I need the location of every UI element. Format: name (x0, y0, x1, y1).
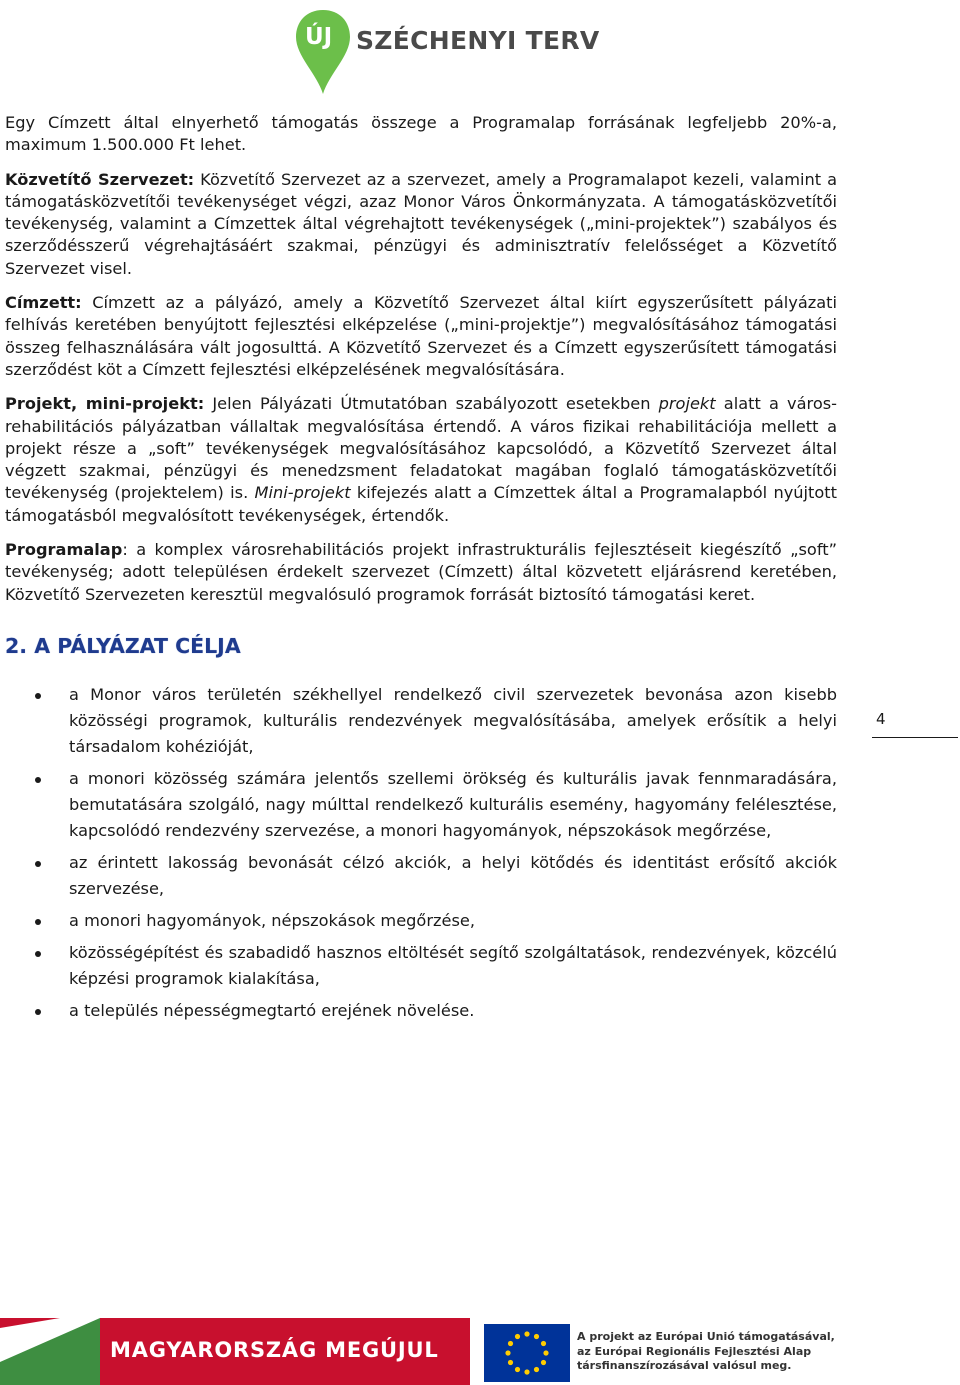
bullet-icon (35, 861, 41, 867)
italic-mini-projekt: Mini-projekt (254, 483, 351, 503)
document-body (5, 112, 837, 1030)
section-heading: 2. A PÁLYÁZAT CÉLJA (5, 633, 241, 658)
definition-project-b: alatt a város-rehabilitációs pályázatban vállaltak megvalósítása értendő. A város fizikai rehabilitációja mellett a projekt része a „soft” tevékenységek megvalósításához kapcsolódó, a Közvetítő Szervezet által végzett szakmai, pénzügyi és menedzsment feladatokat magában foglaló támogatásközvetítői tevékenység (projektelem) is. (5, 394, 838, 503)
list-item: az érintett lakosság bevonását célzó akciók, a helyi kötődés és identitást erősítő akciók szervezése, (5, 850, 837, 902)
paragraph-amount: Egy Címzett által elnyerhető támogatás összege a Programalap forrásának legfeljebb 20%-a, maximum 1.500.000 Ft lehet. (5, 113, 837, 155)
bullet-icon (35, 919, 41, 925)
page-number: 4 (876, 710, 886, 728)
logo-badge-text: ÚJ (305, 24, 333, 50)
list-item: a monori hagyományok, népszokások megőrzése, (5, 908, 837, 934)
footer-banner (0, 1318, 470, 1385)
goals-list (5, 682, 837, 1024)
bullet-icon (35, 693, 41, 699)
term-project: Projekt, mini-projekt: (5, 394, 205, 414)
eu-flag-icon (484, 1324, 570, 1382)
definition-recipient: Címzett az a pályázó, amely a Közvetítő Szervezet által kiírt egyszerűsített pályázati felhívás keretében benyújtott fejlesztési elképzelése („mini-projektje”) megvalósításához támogatási összeg felhasználására vált jogosulttá. A Közvetítő Szervezet és a Címzett egyszerűsített támogatási szerződést köt a Címzett fejlesztési elképzelésének megvalósítására. (5, 293, 837, 379)
term-programalap: Programalap (5, 540, 123, 560)
paragraph-programalap (5, 539, 837, 606)
bullet-icon (35, 777, 41, 783)
definition-project-a: Jelen Pályázati Útmutatóban szabályozott esetekben (204, 394, 659, 414)
bullet-icon (35, 951, 41, 957)
definition-programalap: : a komplex városrehabilitációs projekt infrastrukturális fejlesztéseit kiegészítő „soft” tevékenység; adott településen érdekelt szervezet (Címzett) által közvetett eljárásrend keretében, Közvetítő Szervezeten keresztül megvalósuló programok forrását biztosító támogatási keret. (5, 540, 837, 604)
bullet-icon (35, 1009, 41, 1015)
definition-intermediary: Közvetítő Szervezet az a szervezet, amely a Programalapot kezeli, valamint a támogatásközvetítői tevékenységet végzi, azaz Monor Város Önkormányzata. A támogatásközvetítői tevékenység, valamint a Címzettek által végrehajtott tevékenységek („mini-projektek”) szabályos és szerződésszerű végrehajtásáért szakmai, pénzügyi és adminisztratív felelősséget a Közvetítő Szervezet visel. (5, 169, 837, 278)
list-item: közösségépítést és szabadidő hasznos eltöltését segítő szolgáltatások, rendezvények, közcélú képzési programok kialakítása, (5, 940, 837, 992)
logo-name: SZÉCHENYI TERV (356, 26, 600, 55)
italic-projekt: projekt (658, 394, 716, 414)
list-item: a monori közösség számára jelentős szellemi örökség és kulturális javak fennmaradására, bemutatására szolgáló, nagy múlttal rendelkező kulturális esemény, hagyomány felélesztése, kapcsolódó rendezvény szervezése, a monori hagyományok, népszokások megőrzése, (5, 766, 837, 844)
paragraph-intermediary (5, 169, 837, 280)
list-item: a Monor város területén székhellyel rendelkező civil szervezetek bevonása azon kisebb közösségi programok, kulturális rendezvények megvalósításába, amelyek erősítik a helyi társadalom kohézióját, (5, 682, 837, 760)
term-intermediary: Közvetítő Szervezet: (5, 169, 195, 189)
definition-project-c: kifejezés alatt a Címzettek által a Programalapból nyújtott támogatásból megvalósított tevékenységek, értendők. (5, 483, 837, 525)
footer-slogan: MAGYARORSZÁG MEGÚJUL (110, 1338, 439, 1362)
eu-funding-note: A projekt az Európai Unió támogatásával, az Európai Regionális Fejlesztési Alap társfinanszírozásával valósul meg. (577, 1330, 835, 1372)
paragraph-recipient (5, 292, 837, 381)
paragraph-project (5, 393, 837, 527)
list-item: a település népességmegtartó erejének növelése. (5, 998, 837, 1024)
term-recipient: Címzett: (5, 293, 82, 313)
page-number-rule (872, 737, 958, 738)
szechenyi-terv-pin-icon (292, 6, 354, 96)
